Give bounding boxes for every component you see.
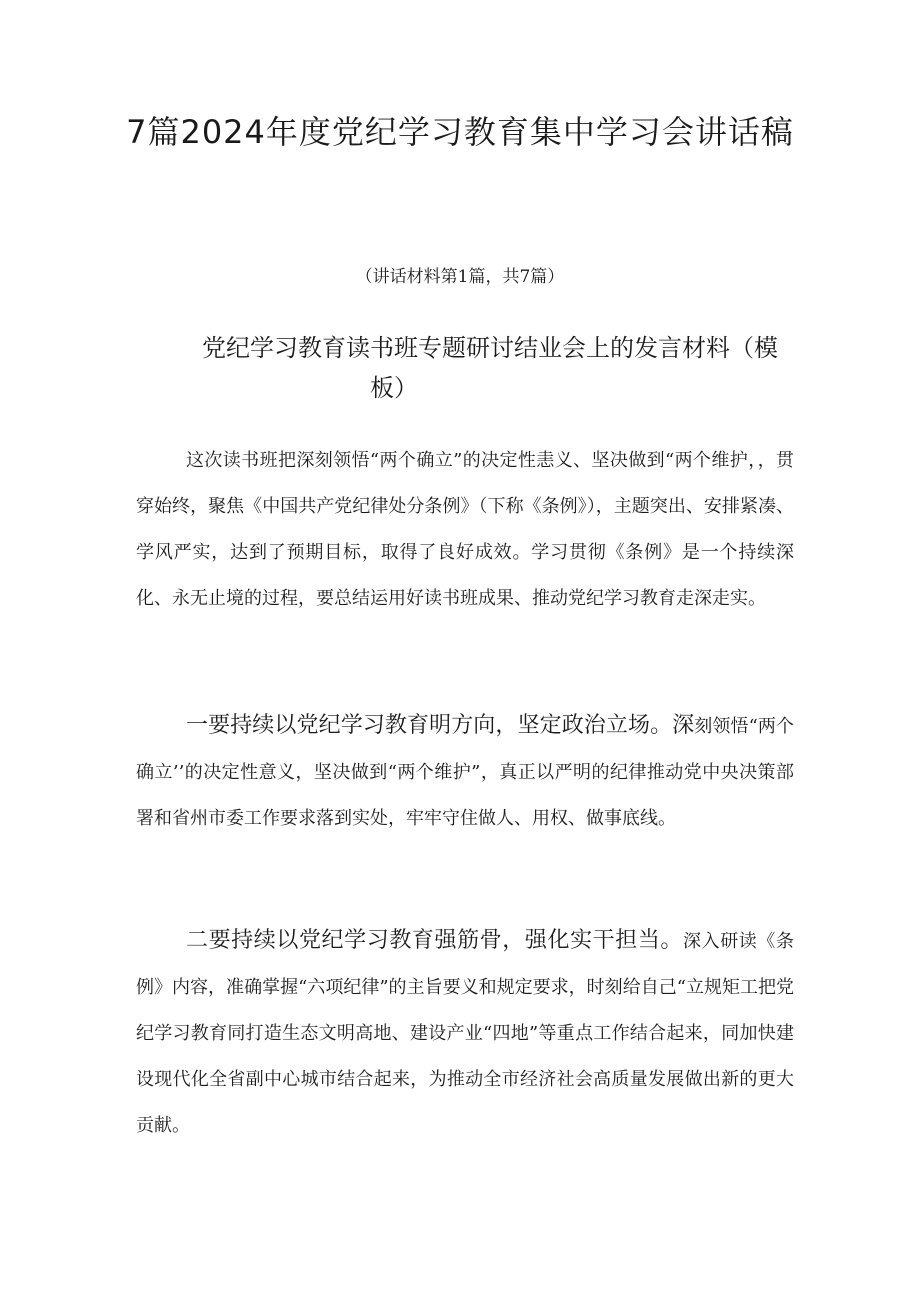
point-one-paragraph <box>136 703 794 842</box>
paragraph-body: 刻领悟“两个确立’’的决定性意义，坚决做到“两个维护”，真正以严明的纪律推动党中央决策部署和省州市委工作要求落到实处，牢牢守住做人、用权、做事底线。 <box>136 716 794 829</box>
paragraph-body: 深入研读《条例》内容，准确掌握“六项纪律”的主旨要义和规定要求，时刻给自己“立规矩工把党纪学习教育同打造生态文明高地、建设产业“四地”等重点工作结合起来，同加快建设现代化全省副中心城市结合起来，为推动全市经济社会高质量发展做出新的更大贡献。 <box>136 931 794 1136</box>
document-title: 7篇2024年度党纪学习教育集中学习会讲话稿 <box>126 113 794 151</box>
section-heading <box>160 328 780 408</box>
intro-paragraph <box>136 438 794 622</box>
section-heading-line-1: 党纪学习教育读书班专题研讨结业会上的发言材料（模 <box>202 334 778 362</box>
point-two-paragraph <box>136 918 794 1149</box>
paragraph-lead: 二要持续以党纪学习教育强筋骨，强化实干担当。 <box>186 928 684 953</box>
document-subtitle: （讲话材料第1篇，共7篇） <box>355 267 565 287</box>
section-heading-line-2: 板） <box>370 374 418 402</box>
paragraph-body: 这次读书班把深刻领悟“两个确立”的决定性恚义、坚决做到“两个维护，，贯穿始终，聚焦《中国共产党纪律处分条例》（下称《条例》），主题突出、安排紧凑、学风严实，达到了预期目标，取得了良好成效。学习贯彻《条例》是一个持续深化、永无止境的过程，要总结运用好读书班成果、推动党纪学习教育走深走实。 <box>136 450 794 609</box>
paragraph-lead: 一要持续以党纪学习教育明方向，坚定政治立场。深 <box>186 713 695 738</box>
